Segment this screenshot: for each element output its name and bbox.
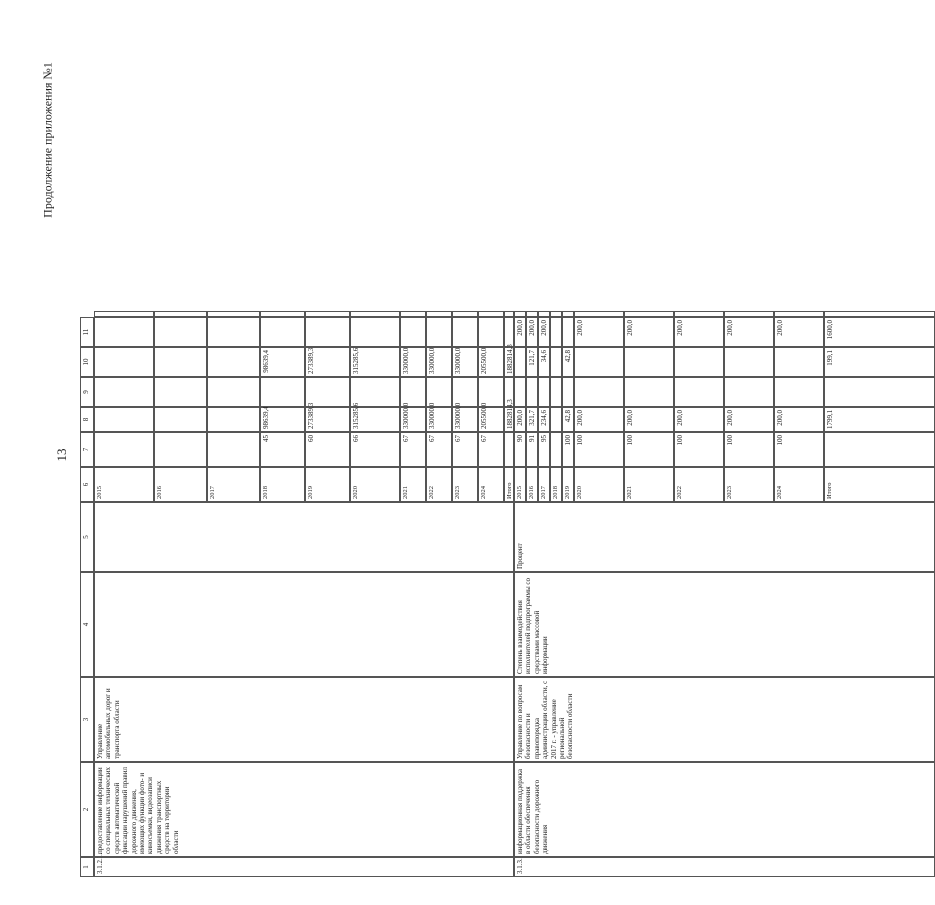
row1-year-0-c11 [94,311,154,317]
row1-year-9-c10 [478,317,504,347]
row1-year-3-c8 [260,377,305,407]
header-col-5: 5 [80,502,94,572]
header-col-7: 7 [80,432,94,467]
row2-year-7-c7: 200,0 [674,407,724,432]
row1-year-1-year: 2016 [154,467,207,502]
row2-year-9-c9 [774,347,824,377]
row1-year-0-year: 2015 [94,467,154,502]
row1-year-6-c10 [400,317,426,347]
row2-year-0-c10: 200,0 [514,317,526,347]
row2-year-7-c9 [674,347,724,377]
row2-year-6-c9 [624,347,674,377]
row2-year-7-c10: 200,0 [674,317,724,347]
header-col-6: 6 [80,467,94,502]
row1-year-9-year: 2024 [478,467,504,502]
row1-year-6-c9: 330000,0 [400,347,426,377]
row2-year-2-c7: 234,6 [538,407,550,432]
row2-name: информационная поддержка в области обеспечения безопасности дорожного движения [514,762,935,857]
row1-year-1-c8 [154,377,207,407]
row1-year-2-c10 [207,317,260,347]
row1-year-7-c6: 67 [426,432,452,467]
row1-year-6-c6: 67 [400,432,426,467]
row1-year-2-c6 [207,432,260,467]
row1-year-6-c8 [400,377,426,407]
row1-year-8-c11 [452,311,478,317]
row1-year-5-c6: 66 [350,432,400,467]
row1-year-7-c7: 330000,0 [426,407,452,432]
row2-year-0-c6: 90 [514,432,526,467]
header-col-3: 3 [80,677,94,762]
header-col-8: 8 [80,407,94,432]
row1-year-1-c6 [154,432,207,467]
row2-year-2-c8 [538,377,550,407]
row1-year-1-c11 [154,311,207,317]
row2-year-4-c9: 42,8 [562,347,574,377]
row1-year-10-c6 [504,432,514,467]
row1-year-3-c9: 98639,4 [260,347,305,377]
row1-year-7-c9: 330000,0 [426,347,452,377]
row2-year-4-c7: 42,8 [562,407,574,432]
header-col-11: 11 [80,317,94,347]
row1-year-1-c9 [154,347,207,377]
row2-year-1-c7: 321,7 [526,407,538,432]
row2-year-4-c8 [562,377,574,407]
row1-year-9-c6: 67 [478,432,504,467]
row2-year-1-year: 2016 [526,467,538,502]
row2-year-7-c11 [674,311,724,317]
row2-year-8-year: 2023 [724,467,774,502]
row1-year-10-c7: 1882814,3 [504,407,514,432]
row2-year-10-c11 [824,311,935,317]
page-number: 13 [54,448,69,462]
row2-year-0-c9 [514,347,526,377]
row1-year-0-c9 [94,347,154,377]
row2-year-5-c7: 200,0 [574,407,624,432]
row1-year-3-c6: 45 [260,432,305,467]
row2-year-8-c10: 200,0 [724,317,774,347]
row1-year-4-year: 2019 [305,467,350,502]
row1-year-8-c6: 67 [452,432,478,467]
row2-year-1-c10: 200,0 [526,317,538,347]
row1-year-9-c11 [478,311,504,317]
row2-year-9-c6: 100 [774,432,824,467]
row1-year-8-c8 [452,377,478,407]
row2-year-8-c11 [724,311,774,317]
row1-year-5-c9: 315285,6 [350,347,400,377]
row1-year-10-c10 [504,317,514,347]
row2-year-4-c11 [562,311,574,317]
row2-year-8-c9 [724,347,774,377]
row1-year-0-c7 [94,407,154,432]
row1-year-8-c10 [452,317,478,347]
row2-year-1-c11 [526,311,538,317]
row1-year-3-c7: 98639,4 [260,407,305,432]
row1-year-7-c10 [426,317,452,347]
row2-year-9-c11 [774,311,824,317]
header-col-1: 1 [80,857,94,877]
appendix-table [80,22,834,877]
row2-year-9-c7: 200,0 [774,407,824,432]
row1-year-9-c7: 205500,0 [478,407,504,432]
row1-year-10-c9: 1882814,3 [504,347,514,377]
row1-year-8-year: 2023 [452,467,478,502]
row1-year-9-c8 [478,377,504,407]
row2-unit: Процент [514,502,935,572]
row1-year-2-c11 [207,311,260,317]
row2-year-1-c6: 91 [526,432,538,467]
row2-year-8-c6: 100 [724,432,774,467]
header-col-9: 9 [80,377,94,407]
row1-year-0-c10 [94,317,154,347]
row2-year-2-year: 2017 [538,467,550,502]
row2-year-5-c8 [574,377,624,407]
row1-year-3-c11 [260,311,305,317]
row1-year-2-c8 [207,377,260,407]
row2-year-4-c10 [562,317,574,347]
row2-year-9-c10: 200,0 [774,317,824,347]
header-col-2: 2 [80,762,94,857]
row2-year-6-c11 [624,311,674,317]
row2-year-5-c6: 100 [574,432,624,467]
row2-year-8-c7: 200,0 [724,407,774,432]
row1-year-0-c8 [94,377,154,407]
row1-year-5-c10 [350,317,400,347]
row2-year-10-c8 [824,377,935,407]
row2-year-8-c8 [724,377,774,407]
row1-executor: Управление автомобильных дорог и транспорта области [94,677,514,762]
row1-year-7-c8 [426,377,452,407]
row1-year-10-c11 [504,311,514,317]
row2-year-6-year: 2021 [624,467,674,502]
row2-year-0-c7: 200,0 [514,407,526,432]
row2-executor: Управление по вопросам безопасности и правопорядка администрации области, с 2017 г. - управление региональной безопасности области [514,677,935,762]
row2-number: 3.1.3. [514,857,935,877]
row1-year-5-c8 [350,377,400,407]
row1-year-3-year: 2018 [260,467,305,502]
table-stage [80,0,834,905]
header-col-10: 10 [80,347,94,377]
row1-year-4-c9: 273389,3 [305,347,350,377]
row1-year-6-c7: 330000,0 [400,407,426,432]
row2-year-10-c10: 1600,0 [824,317,935,347]
row1-year-4-c6: 60 [305,432,350,467]
page-title: Продолжение приложения №1 [40,62,55,218]
row2-year-7-c8 [674,377,724,407]
row1-year-3-c10 [260,317,305,347]
row1-year-4-c11 [305,311,350,317]
row1-year-10-year: Итого [504,467,514,502]
row2-year-3-c7 [550,407,562,432]
row1-year-1-c7 [154,407,207,432]
header-col-4: 4 [80,572,94,677]
row1-year-6-c11 [400,311,426,317]
row2-year-1-c8 [526,377,538,407]
row1-year-2-c9 [207,347,260,377]
row1-year-4-c7: 273389,3 [305,407,350,432]
row2-year-3-c6 [550,432,562,467]
row2-year-1-c9: 121,7 [526,347,538,377]
row2-year-3-c11 [550,311,562,317]
row1-year-1-c10 [154,317,207,347]
row2-year-0-c11 [514,311,526,317]
row2-year-2-c11 [538,311,550,317]
row2-year-3-c9 [550,347,562,377]
row1-year-5-year: 2020 [350,467,400,502]
row1-year-5-c11 [350,311,400,317]
row2-year-10-c6 [824,432,935,467]
row1-year-8-c9: 330000,0 [452,347,478,377]
row1-year-2-year: 2017 [207,467,260,502]
row2-year-5-c11 [574,311,624,317]
row1-indicator [94,572,514,677]
row2-year-4-year: 2019 [562,467,574,502]
row1-year-7-c11 [426,311,452,317]
row2-year-10-year: Итого [824,467,935,502]
row2-year-6-c7: 200,0 [624,407,674,432]
row1-year-7-year: 2022 [426,467,452,502]
row1-year-6-year: 2021 [400,467,426,502]
row2-year-5-year: 2020 [574,467,624,502]
row2-year-5-c9 [574,347,624,377]
row2-indicator: Степень взаимодействия исполнителей подпрограммы со средствами массовой информации [514,572,935,677]
row2-year-4-c6: 100 [562,432,574,467]
row1-year-4-c8 [305,377,350,407]
row2-year-2-c10: 200,0 [538,317,550,347]
row1-name: предоставление информации со специальных технических средств автоматической фиксации нарушений правил дорожного движения, имеющих функции фото- и киносъемки, видеозаписи движения транспортных средств на территории области [94,762,514,857]
row1-year-9-c9: 205500,0 [478,347,504,377]
row2-year-3-year: 2018 [550,467,562,502]
row2-year-6-c10: 200,0 [624,317,674,347]
row2-year-3-c10 [550,317,562,347]
row1-year-2-c7 [207,407,260,432]
row2-year-2-c6: 95 [538,432,550,467]
row2-year-0-c8 [514,377,526,407]
row2-year-7-c6: 100 [674,432,724,467]
row1-year-10-c8 [504,377,514,407]
row2-year-9-year: 2024 [774,467,824,502]
row2-year-7-year: 2022 [674,467,724,502]
row2-year-2-c9: 34,6 [538,347,550,377]
row2-year-6-c8 [624,377,674,407]
row2-year-6-c6: 100 [624,432,674,467]
row2-year-0-year: 2015 [514,467,526,502]
row2-year-5-c10: 200,0 [574,317,624,347]
row1-year-0-c6 [94,432,154,467]
row2-year-10-c7: 1799,1 [824,407,935,432]
row1-number: 3.1.2.1. [94,857,514,877]
row1-year-8-c7: 330000,0 [452,407,478,432]
row1-year-4-c10 [305,317,350,347]
row2-year-3-c8 [550,377,562,407]
row2-year-10-c9: 199,1 [824,347,935,377]
row2-year-9-c8 [774,377,824,407]
row1-year-5-c7: 315285,6 [350,407,400,432]
row1-unit [94,502,514,572]
